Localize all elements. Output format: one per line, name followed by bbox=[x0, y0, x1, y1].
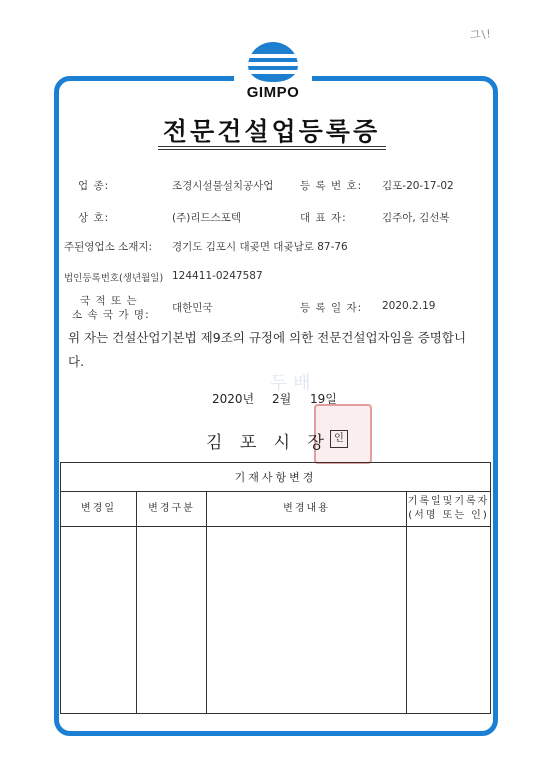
address-value: 경기도 김포시 대곶면 대곶남로 87-76 bbox=[172, 241, 348, 253]
header-change-date: 변경일 bbox=[61, 492, 137, 527]
representative-label: 대 표 자: bbox=[300, 212, 347, 224]
business-type-value: 조경시설물설치공사업 bbox=[172, 180, 274, 192]
title-underline-2 bbox=[158, 149, 386, 150]
table-cell bbox=[407, 527, 491, 714]
handwritten-note: 그\! bbox=[469, 27, 493, 42]
header-recorder-line1: 기록일및기록자 bbox=[407, 496, 490, 507]
registration-date-value: 2020.2.19 bbox=[382, 300, 436, 312]
registration-no-value: 김포-20-17-02 bbox=[382, 180, 454, 192]
title-underline bbox=[158, 146, 386, 147]
nationality-label-2: 소 속 국 가 명: bbox=[72, 309, 150, 321]
company-name-value: (주)리드스포텍 bbox=[172, 212, 242, 224]
gimpo-logo bbox=[234, 40, 312, 104]
header-recorder bbox=[407, 492, 491, 527]
seal-mark: 인 bbox=[330, 430, 348, 448]
header-recorder-line2: (서명 또는 인) bbox=[408, 510, 489, 521]
table-cell bbox=[137, 527, 207, 714]
registration-no-label: 등 록 번 호: bbox=[300, 180, 363, 192]
company-name-label: 상 호: bbox=[78, 212, 110, 224]
logo-text: GIMPO bbox=[246, 84, 300, 101]
change-table-title: 기재사항변경 bbox=[61, 463, 491, 492]
header-change-content: 변경내용 bbox=[207, 492, 407, 527]
document-title: 전문건설업등록증 bbox=[162, 117, 381, 146]
representative-value: 김주아, 김선복 bbox=[382, 212, 450, 224]
table-cell bbox=[207, 527, 407, 714]
registration-date-label: 등 록 일 자: bbox=[300, 302, 363, 314]
change-record-table bbox=[60, 462, 491, 714]
header-change-type: 변경구분 bbox=[137, 492, 207, 527]
issue-day: 19일 bbox=[310, 392, 337, 406]
nationality-label-1: 국 적 또 는 bbox=[80, 295, 138, 307]
nationality-value: 대한민국 bbox=[172, 302, 213, 314]
table-cell bbox=[61, 527, 137, 714]
logo-emblem-icon bbox=[248, 42, 298, 82]
issue-month: 2월 bbox=[272, 392, 292, 406]
issue-year: 2020년 bbox=[212, 392, 255, 406]
address-label: 주된영업소 소재지: bbox=[64, 241, 153, 253]
certification-statement: 위 자는 건설산업기본법 제9조의 규정에 의한 전문건설업자임을 증명합니다. bbox=[68, 330, 467, 369]
issuer-name: 김 포 시 장 bbox=[206, 433, 330, 453]
business-type-label: 업 종: bbox=[78, 180, 110, 192]
table-row bbox=[61, 527, 491, 714]
watermark: 두 배 bbox=[270, 373, 311, 394]
corp-reg-label: 법인등록번호(생년월일) bbox=[64, 273, 164, 284]
corp-reg-value: 124411-0247587 bbox=[172, 270, 263, 282]
